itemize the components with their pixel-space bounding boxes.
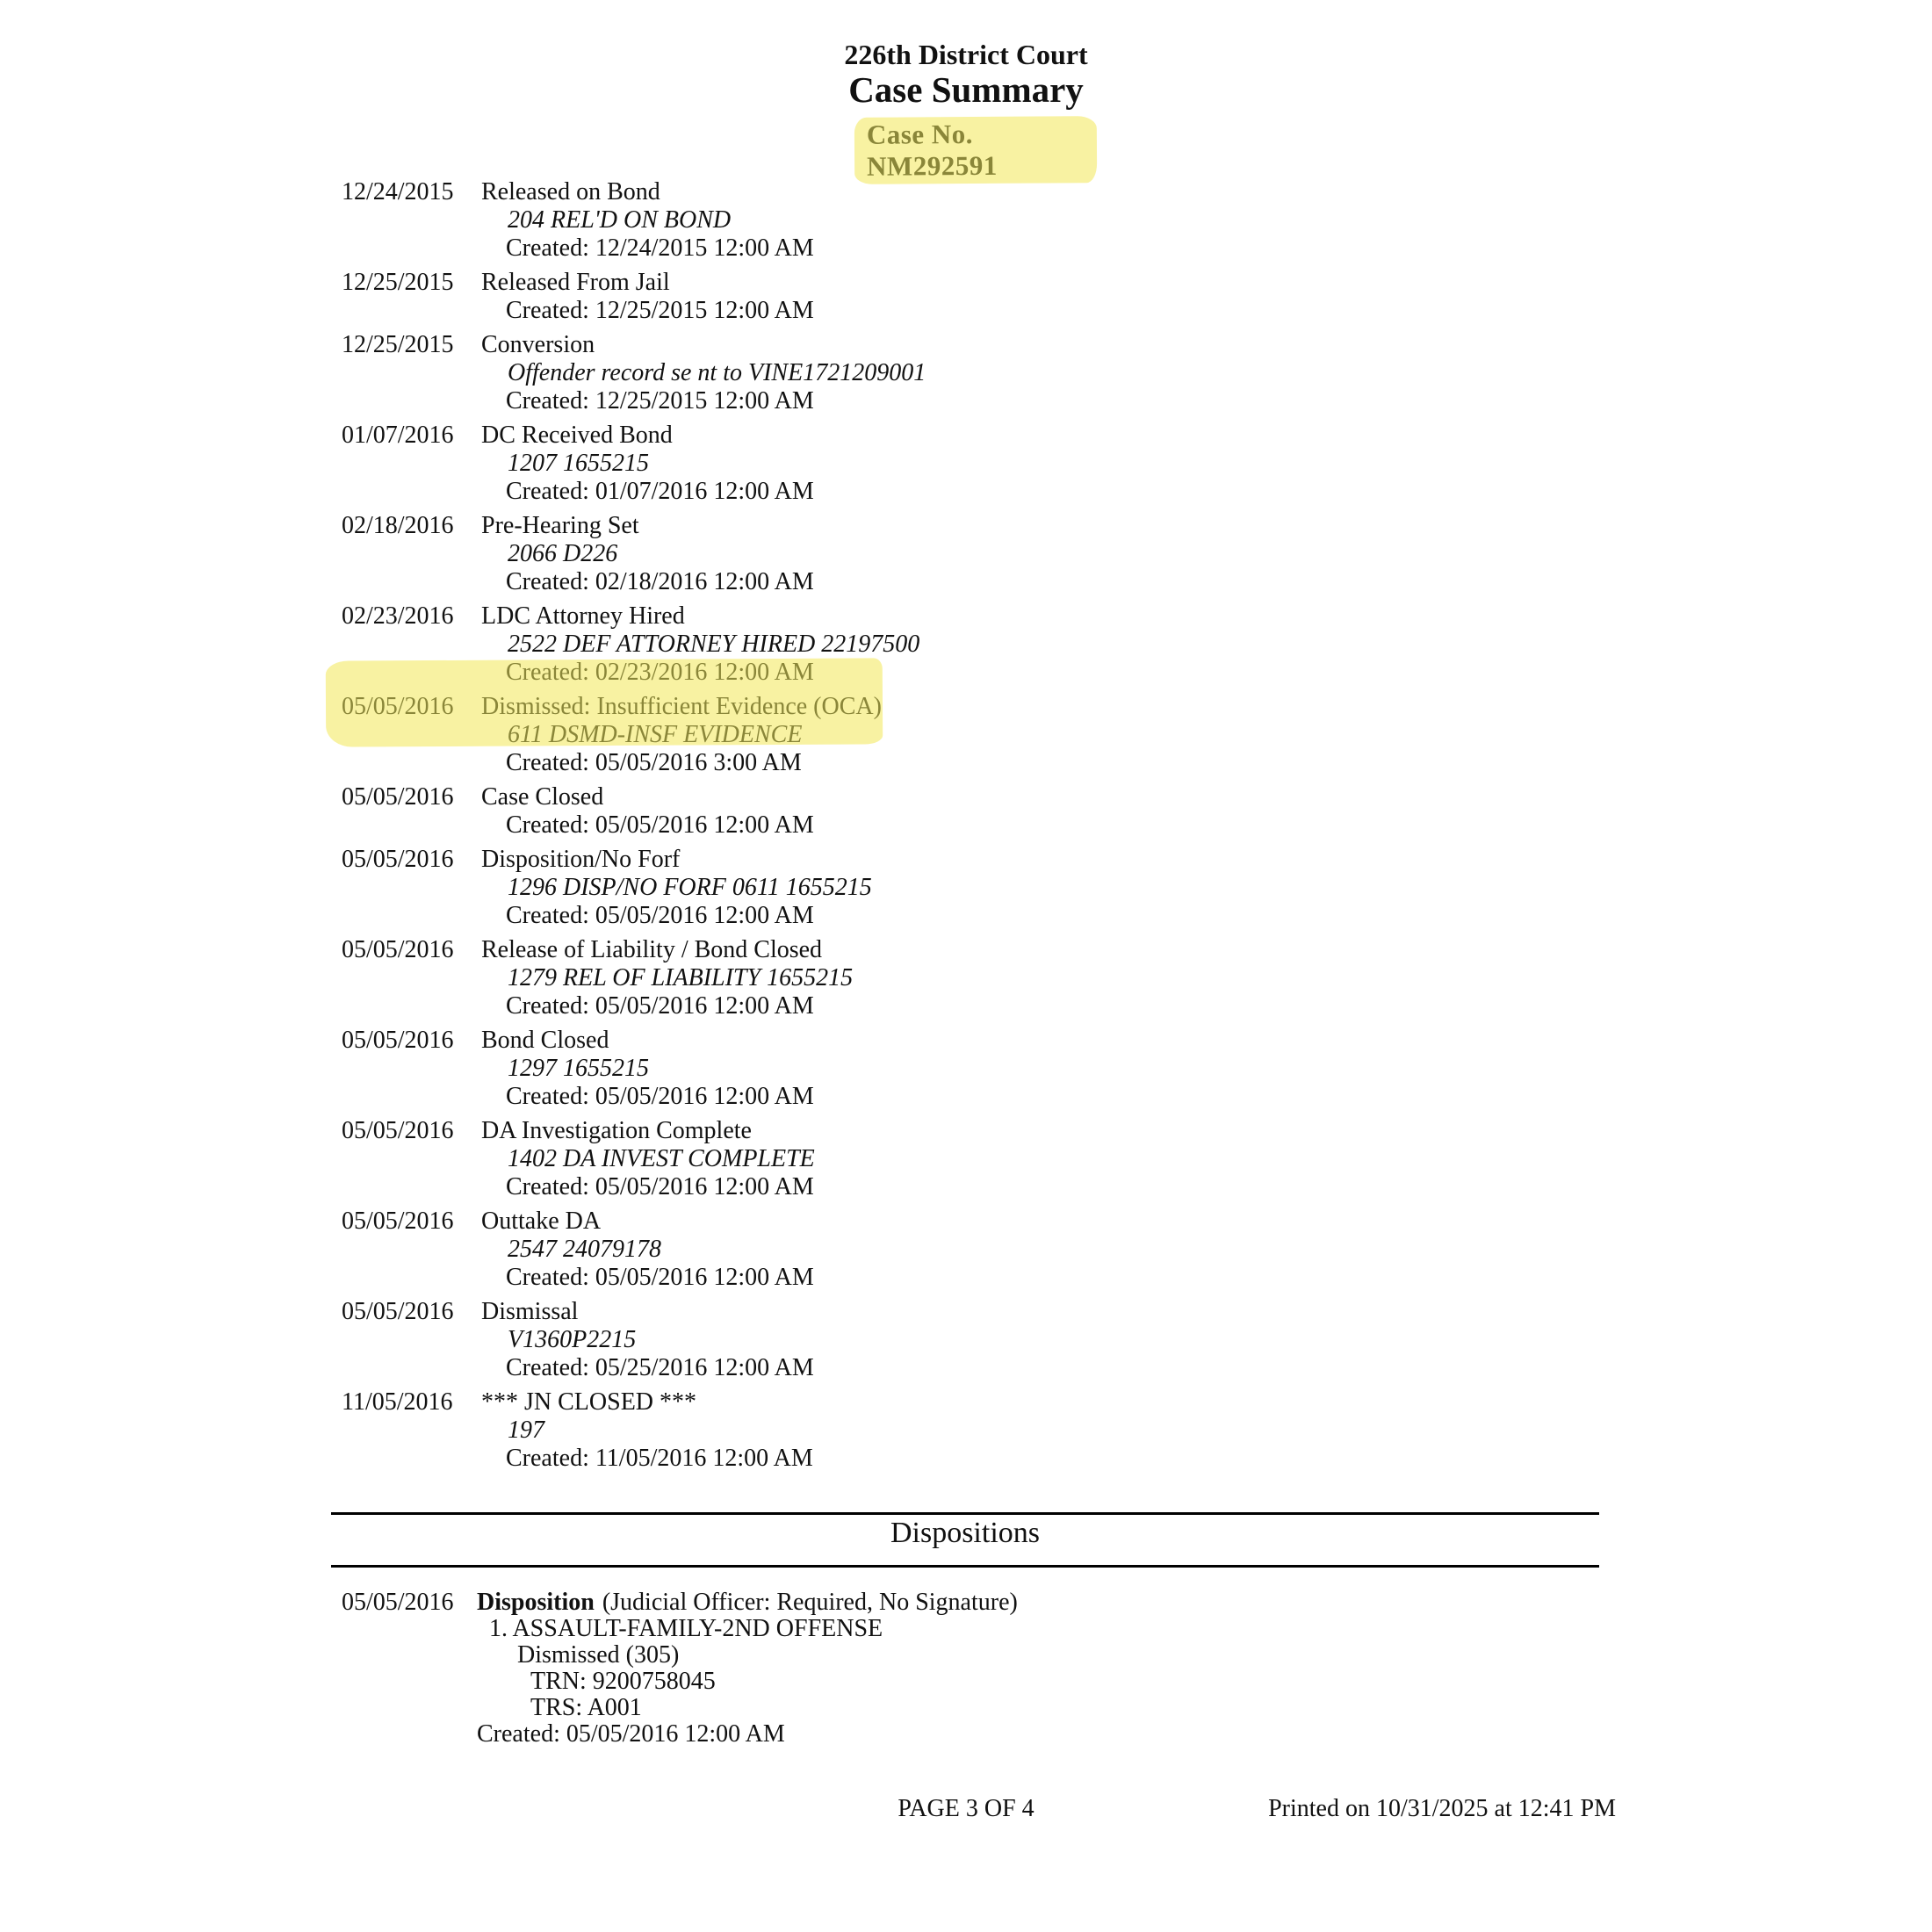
disposition-line: TRS: A001	[530, 1694, 642, 1721]
event-date: 05/05/2016	[342, 936, 454, 963]
event-detail: 2547 24079178	[508, 1236, 661, 1263]
event-detail: 2522 DEF ATTORNEY HIRED 22197500	[508, 631, 920, 658]
disposition-title: Disposition	[477, 1589, 595, 1616]
event-created: Created: 05/05/2016 12:00 AM	[506, 811, 814, 839]
dispositions-divider-top	[331, 1512, 1599, 1515]
event-row	[0, 1208, 1932, 1292]
event-created: Created: 05/25/2016 12:00 AM	[506, 1354, 814, 1381]
event-detail: 1207 1655215	[508, 450, 649, 477]
disposition-title-suffix: (Judicial Officer: Required, No Signature)	[602, 1589, 1018, 1616]
event-created: Created: 12/25/2015 12:00 AM	[506, 297, 814, 324]
event-row	[0, 1027, 1932, 1111]
event-row	[0, 178, 1932, 263]
event-date: 05/05/2016	[342, 1298, 454, 1325]
event-title: DA Investigation Complete	[481, 1117, 752, 1144]
event-row	[0, 1298, 1932, 1382]
event-row	[0, 602, 1932, 687]
event-row	[0, 269, 1932, 325]
event-created: Created: 05/05/2016 12:00 AM	[506, 992, 814, 1020]
printed-timestamp: Printed on 10/31/2025 at 12:41 PM	[1268, 1795, 1616, 1822]
event-created: Created: 02/23/2016 12:00 AM	[506, 659, 814, 686]
event-detail: V1360P2215	[508, 1326, 637, 1353]
event-created: Created: 05/05/2016 12:00 AM	[506, 1083, 814, 1110]
case-number: Case No. NM292591	[866, 119, 998, 182]
event-title: Conversion	[481, 331, 595, 358]
event-date: 02/23/2016	[342, 602, 454, 630]
event-detail: 1297 1655215	[508, 1055, 649, 1082]
event-date: 12/25/2015	[342, 269, 454, 296]
court-name: 226th District Court	[844, 39, 1088, 70]
event-list	[0, 178, 1932, 1479]
event-date: 05/05/2016	[342, 1117, 454, 1144]
event-title: LDC Attorney Hired	[481, 602, 685, 630]
event-created: Created: 02/18/2016 12:00 AM	[506, 568, 814, 595]
event-date: 01/07/2016	[342, 422, 454, 449]
dispositions-divider-bottom	[331, 1565, 1599, 1568]
event-title: Case Closed	[481, 783, 604, 811]
event-date: 05/05/2016	[342, 1208, 454, 1235]
event-row	[0, 783, 1932, 840]
page-title: Case Summary	[848, 69, 1084, 110]
disposition-line: TRN: 9200758045	[530, 1668, 716, 1695]
event-detail: 197	[508, 1417, 544, 1444]
event-row	[0, 331, 1932, 415]
dispositions-section-title: Dispositions	[890, 1517, 1041, 1549]
event-title: Dismissed: Insufficient Evidence (OCA)	[481, 693, 882, 720]
event-title: Bond Closed	[481, 1027, 609, 1054]
event-title: Pre-Hearing Set	[481, 512, 639, 539]
event-date: 05/05/2016	[342, 783, 454, 811]
event-title: Outtake DA	[481, 1208, 602, 1235]
case-number-highlight	[854, 116, 1097, 184]
page-number: PAGE 3 OF 4	[898, 1795, 1034, 1822]
event-date: 05/05/2016	[342, 693, 454, 720]
event-date: 11/05/2016	[342, 1388, 453, 1416]
event-row	[0, 512, 1932, 596]
event-created: Created: 11/05/2016 12:00 AM	[506, 1445, 813, 1472]
event-created: Created: 05/05/2016 12:00 AM	[506, 902, 814, 929]
event-detail: 611 DSMD-INSF EVIDENCE	[508, 721, 803, 748]
event-row	[0, 936, 1932, 1020]
event-title: Released on Bond	[481, 178, 660, 205]
event-created: Created: 12/24/2015 12:00 AM	[506, 234, 814, 262]
event-created: Created: 05/05/2016 3:00 AM	[506, 749, 802, 776]
disposition-created: Created: 05/05/2016 12:00 AM	[477, 1720, 785, 1748]
event-title: Dismissal	[481, 1298, 579, 1325]
event-date: 05/05/2016	[342, 846, 454, 873]
event-detail: 2066 D226	[508, 540, 618, 567]
event-row	[0, 693, 1932, 777]
event-row	[0, 1117, 1932, 1201]
event-title: Released From Jail	[481, 269, 670, 296]
event-row	[0, 1388, 1932, 1473]
event-created: Created: 05/05/2016 12:00 AM	[506, 1173, 814, 1200]
event-title: *** JN CLOSED ***	[481, 1388, 697, 1416]
event-detail: 1402 DA INVEST COMPLETE	[508, 1145, 815, 1172]
disposition-line: Dismissed (305)	[517, 1641, 680, 1669]
event-detail: 1296 DISP/NO FORF 0611 1655215	[508, 874, 872, 901]
event-detail: Offender record se nt to VINE1721209001	[508, 359, 926, 386]
event-date: 02/18/2016	[342, 512, 454, 539]
disposition-detail-lines	[0, 1616, 1932, 1721]
event-created: Created: 12/25/2015 12:00 AM	[506, 387, 814, 415]
event-date: 12/25/2015	[342, 331, 454, 358]
event-date: 12/24/2015	[342, 178, 454, 205]
disposition-line: 1. ASSAULT-FAMILY-2ND OFFENSE	[489, 1615, 883, 1642]
event-created: Created: 01/07/2016 12:00 AM	[506, 478, 814, 505]
event-detail: 1279 REL OF LIABILITY 1655215	[508, 964, 854, 991]
disposition-entry	[0, 1590, 1932, 1748]
event-title: DC Received Bond	[481, 422, 673, 449]
event-row	[0, 846, 1932, 930]
event-title: Disposition/No Forf	[481, 846, 681, 873]
event-title: Release of Liability / Bond Closed	[481, 936, 823, 963]
disposition-title-row	[477, 1590, 1932, 1616]
event-detail: 204 REL'D ON BOND	[508, 206, 732, 234]
event-created: Created: 05/05/2016 12:00 AM	[506, 1264, 814, 1291]
event-row	[0, 422, 1932, 506]
disposition-date: 05/05/2016	[342, 1589, 454, 1616]
event-date: 05/05/2016	[342, 1027, 454, 1054]
